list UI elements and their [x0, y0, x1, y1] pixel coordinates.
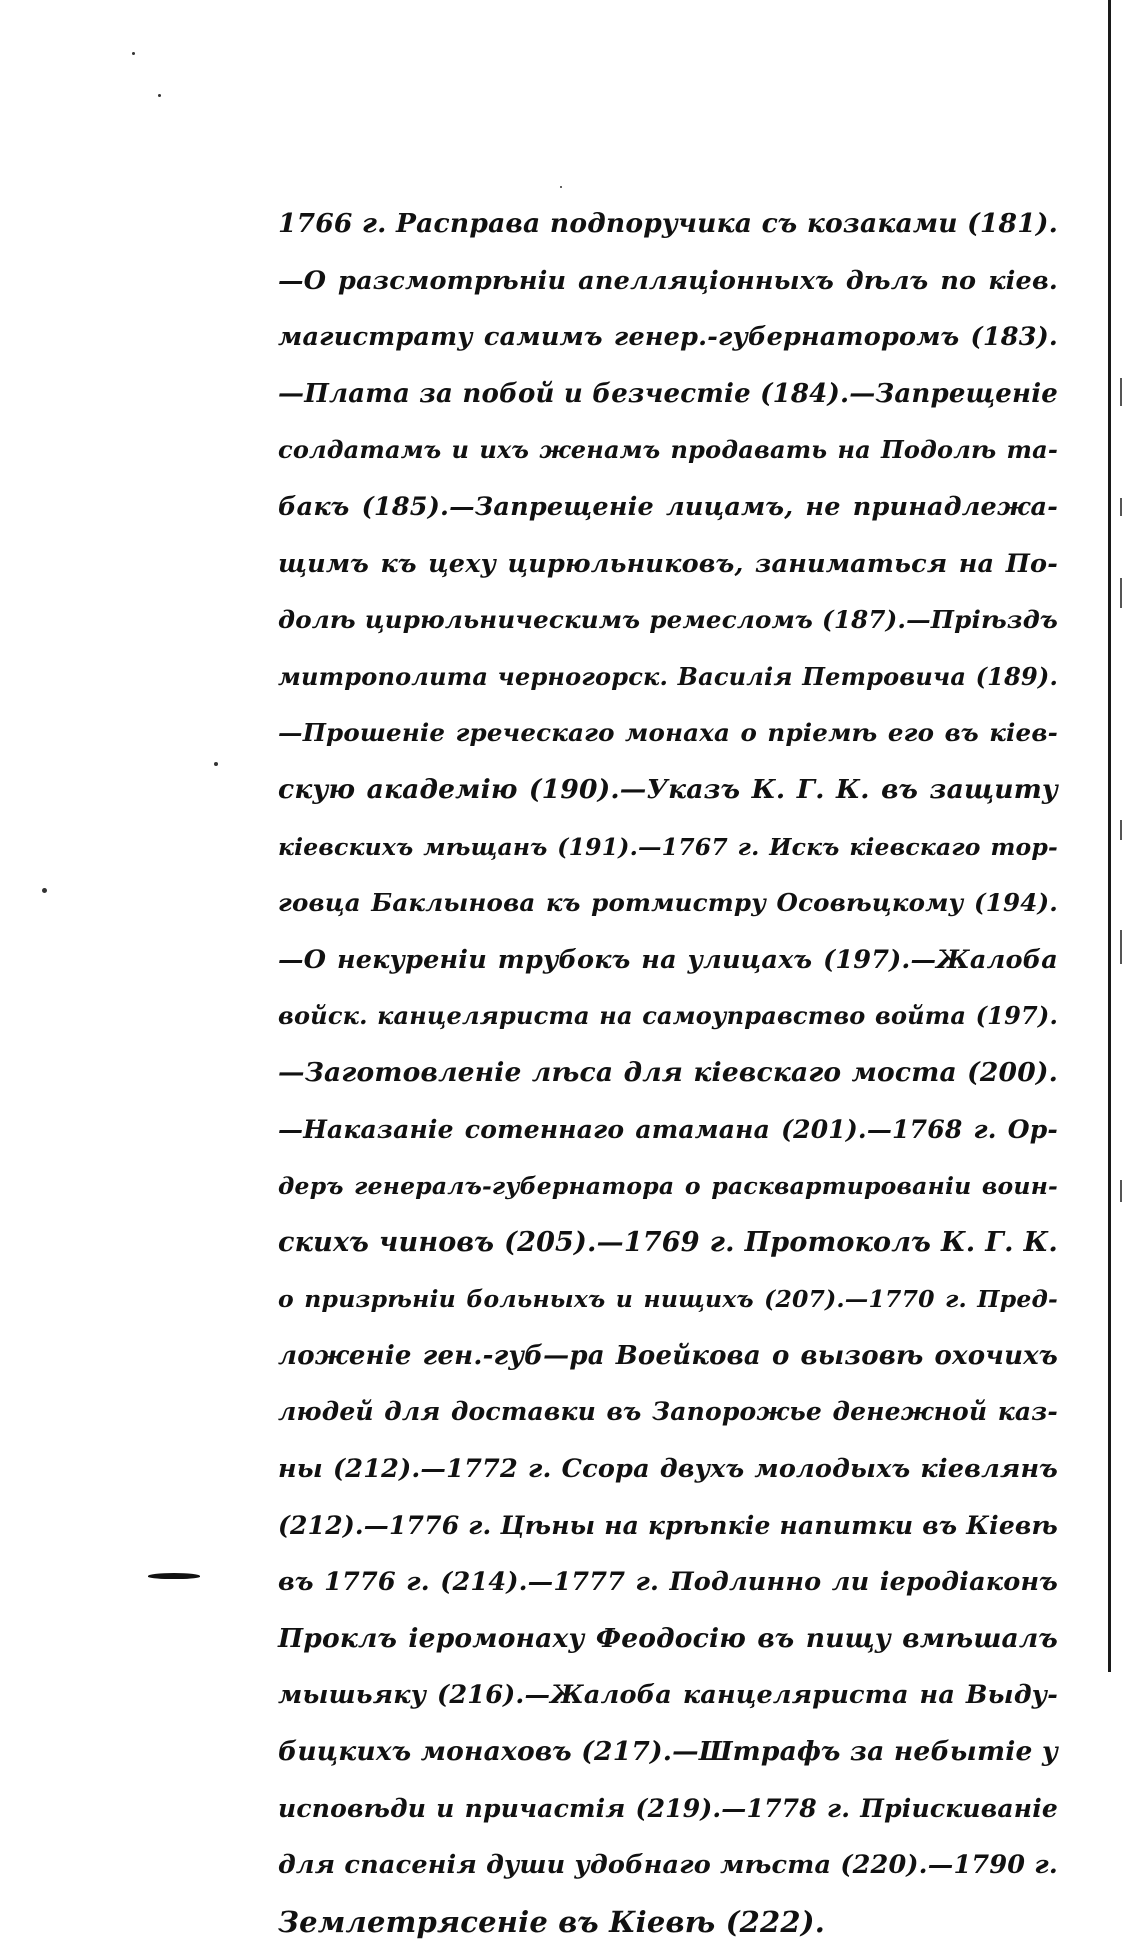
- text-line: ны (212).—1772 г. Ссора двухъ молодыхъ кіевлянъ: [278, 1454, 1058, 1485]
- edge-tick: [1120, 820, 1122, 840]
- text-line: Землетрясеніе въ Кіевѣ (222).: [278, 1904, 826, 1939]
- page-edge-rule: [1108, 0, 1111, 1672]
- edge-tick: [1120, 378, 1122, 406]
- text-line: (212).—1776 г. Цѣны на крѣпкіе напитки въ Кіевѣ: [278, 1510, 1058, 1540]
- ink-smudge: [148, 1573, 200, 1579]
- speck: [132, 52, 135, 55]
- text-line: магистрату самимъ генер.-губернаторомъ (183).: [278, 322, 1058, 353]
- speck: [158, 94, 161, 97]
- text-line: —Плата за побой и безчестіе (184).—Запрещеніе: [278, 378, 1059, 409]
- edge-tick: [1120, 578, 1122, 608]
- text-line: митрополита черногорск. Василія Петровича (189).: [278, 661, 1058, 691]
- text-line: войск. канцеляриста на самоуправство войта (197).: [278, 1001, 1058, 1031]
- text-line: бакъ (185).—Запрещеніе лицамъ, не принадлежа-: [278, 491, 1058, 522]
- text-line: —Наказаніе сотеннаго атамана (201).—1768 г. Ор-: [278, 1114, 1058, 1144]
- text-line: —О некуреніи трубокъ на улицахъ (197).—Жалоба: [278, 944, 1058, 975]
- text-line: ложеніе ген.-губ—ра Воейкова о вызовѣ охочихъ: [278, 1340, 1058, 1371]
- speck: [214, 762, 218, 766]
- text-line: Проклъ іеромонаху Феодосію въ пищу вмѣшалъ: [278, 1622, 1058, 1654]
- speck: [42, 888, 47, 893]
- text-line: скую академію (190).—Указъ К. Г. К. въ защиту: [278, 773, 1058, 805]
- text-line: щимъ къ цеху цирюльниковъ, заниматься на По-: [278, 548, 1058, 579]
- text-line: 1766 г. Расправа подпоручика съ козаками (181).: [278, 208, 1058, 239]
- text-line: о призрѣніи больныхъ и нищихъ (207).—1770 г. Пред-: [278, 1285, 1058, 1314]
- text-line: мышьяку (216).—Жалоба канцеляриста на Выду-: [278, 1680, 1058, 1711]
- text-line: кіевскихъ мѣщанъ (191).—1767 г. Искъ кіевскаго тор-: [278, 832, 1058, 861]
- text-line: долѣ цирюльническимъ ремесломъ (187).—Пріѣздъ: [278, 605, 1058, 635]
- text-line: солдатамъ и ихъ женамъ продавать на Подолѣ та-: [278, 435, 1058, 465]
- text-line: —Прошеніе греческаго монаха о пріемѣ его въ кіев-: [278, 718, 1058, 748]
- text-line: деръ генералъ-губернатора о расквартированіи воин-: [278, 1172, 1058, 1201]
- text-line: людей для доставки въ Запорожье денежной каз-: [278, 1397, 1058, 1427]
- text-line: исповѣди и причастія (219).—1778 г. Пріискиваніе: [278, 1793, 1058, 1823]
- text-line: скихъ чиновъ (205).—1769 г. Протоколъ К. Г. К.: [278, 1226, 1058, 1258]
- edge-tick: [1120, 930, 1122, 964]
- text-line: въ 1776 г. (214).—1777 г. Подлинно ли іеродіаконъ: [278, 1567, 1058, 1598]
- text-line: —О разсмотрѣніи апелляціонныхъ дѣлъ по кіев.: [278, 265, 1058, 296]
- text-line: —Заготовленіе лѣса для кіевскаго моста (200).: [278, 1056, 1058, 1088]
- text-line: для спасенія души удобнаго мѣста (220).—1790 г.: [278, 1850, 1058, 1881]
- text-line: говца Баклынова къ ротмистру Осовѣцкому (194).: [278, 888, 1058, 918]
- speck: [560, 186, 562, 188]
- index-text-block: [278, 196, 1058, 1950]
- text-line: бицкихъ монаховъ (217).—Штрафъ за небытіе у: [278, 1736, 1058, 1768]
- edge-tick: [1120, 498, 1122, 516]
- edge-tick: [1120, 1180, 1122, 1202]
